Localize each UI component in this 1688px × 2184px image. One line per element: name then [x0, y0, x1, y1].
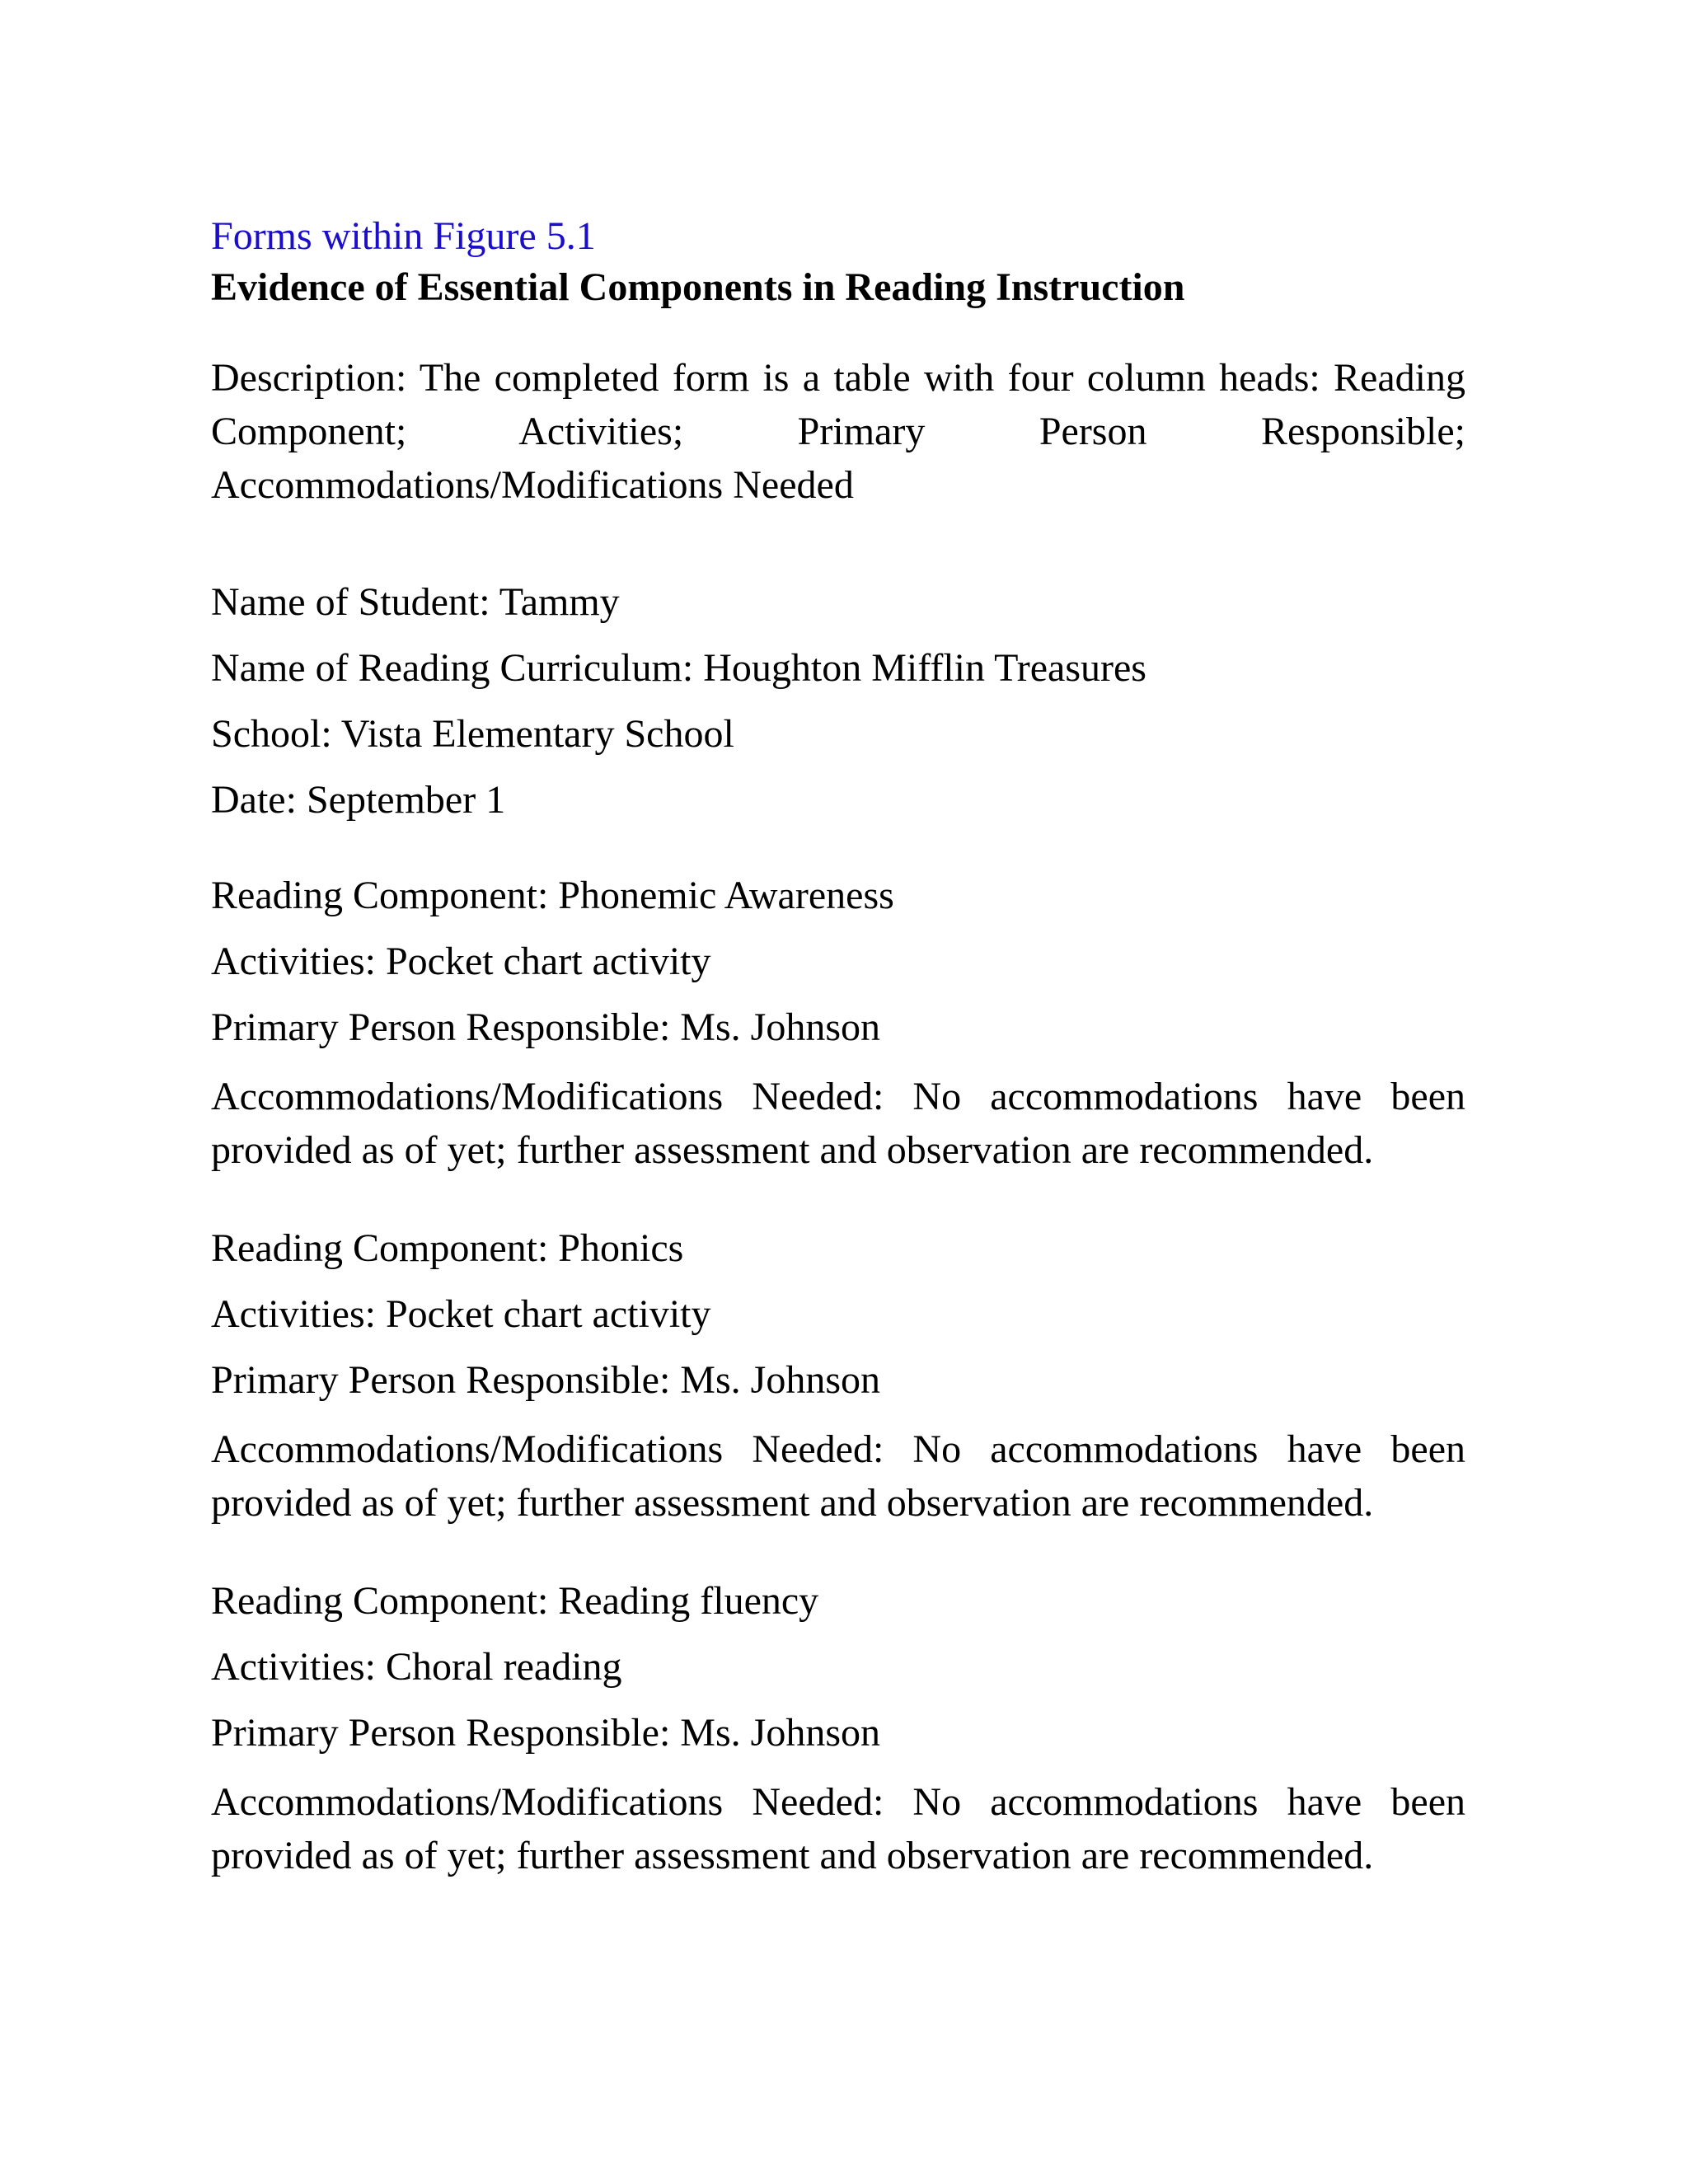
accommodations: Accommodations/Modifications Needed: No accommodations have been provided as of yet; further assessment and observation are recommended. — [211, 1075, 1465, 1172]
accommodations: Accommodations/Modifications Needed: No accommodations have been provided as of yet; further assessment and observation are recommended. — [211, 1427, 1465, 1525]
curriculum-field: Name of Reading Curriculum: Houghton Mifflin Treasures — [211, 646, 1146, 690]
figure-link[interactable]: Forms within Figure 5.1 — [211, 214, 596, 258]
primary-person: Primary Person Responsible: Ms. Johnson — [211, 1711, 881, 1755]
school-field: School: Vista Elementary School — [211, 712, 734, 756]
accommodations: Accommodations/Modifications Needed: No accommodations have been provided as of yet; further assessment and observation are recommended. — [211, 1780, 1465, 1877]
reading-component: Reading Component: Reading fluency — [211, 1579, 819, 1623]
activities: Activities: Choral reading — [211, 1645, 622, 1689]
primary-person: Primary Person Responsible: Ms. Johnson — [211, 1358, 881, 1402]
form-description: Description: The completed form is a table with four column heads: Reading Component; Activities; Primary Person Responsible; Accommodations/Modifications Needed — [211, 356, 1465, 507]
primary-person: Primary Person Responsible: Ms. Johnson — [211, 1005, 881, 1049]
reading-component: Reading Component: Phonics — [211, 1226, 684, 1270]
student-name-field: Name of Student: Tammy — [211, 580, 620, 624]
activities: Activities: Pocket chart activity — [211, 940, 711, 983]
component-record — [211, 1577, 1465, 1882]
component-record — [211, 872, 1465, 1177]
reading-component: Reading Component: Phonemic Awareness — [211, 874, 894, 917]
date-field: Date: September 1 — [211, 778, 506, 822]
header-fields — [211, 579, 1465, 824]
component-record — [211, 1225, 1465, 1530]
document-title: Evidence of Essential Components in Reading Instruction — [211, 265, 1185, 309]
document-page — [211, 213, 1465, 1882]
activities: Activities: Pocket chart activity — [211, 1292, 711, 1336]
